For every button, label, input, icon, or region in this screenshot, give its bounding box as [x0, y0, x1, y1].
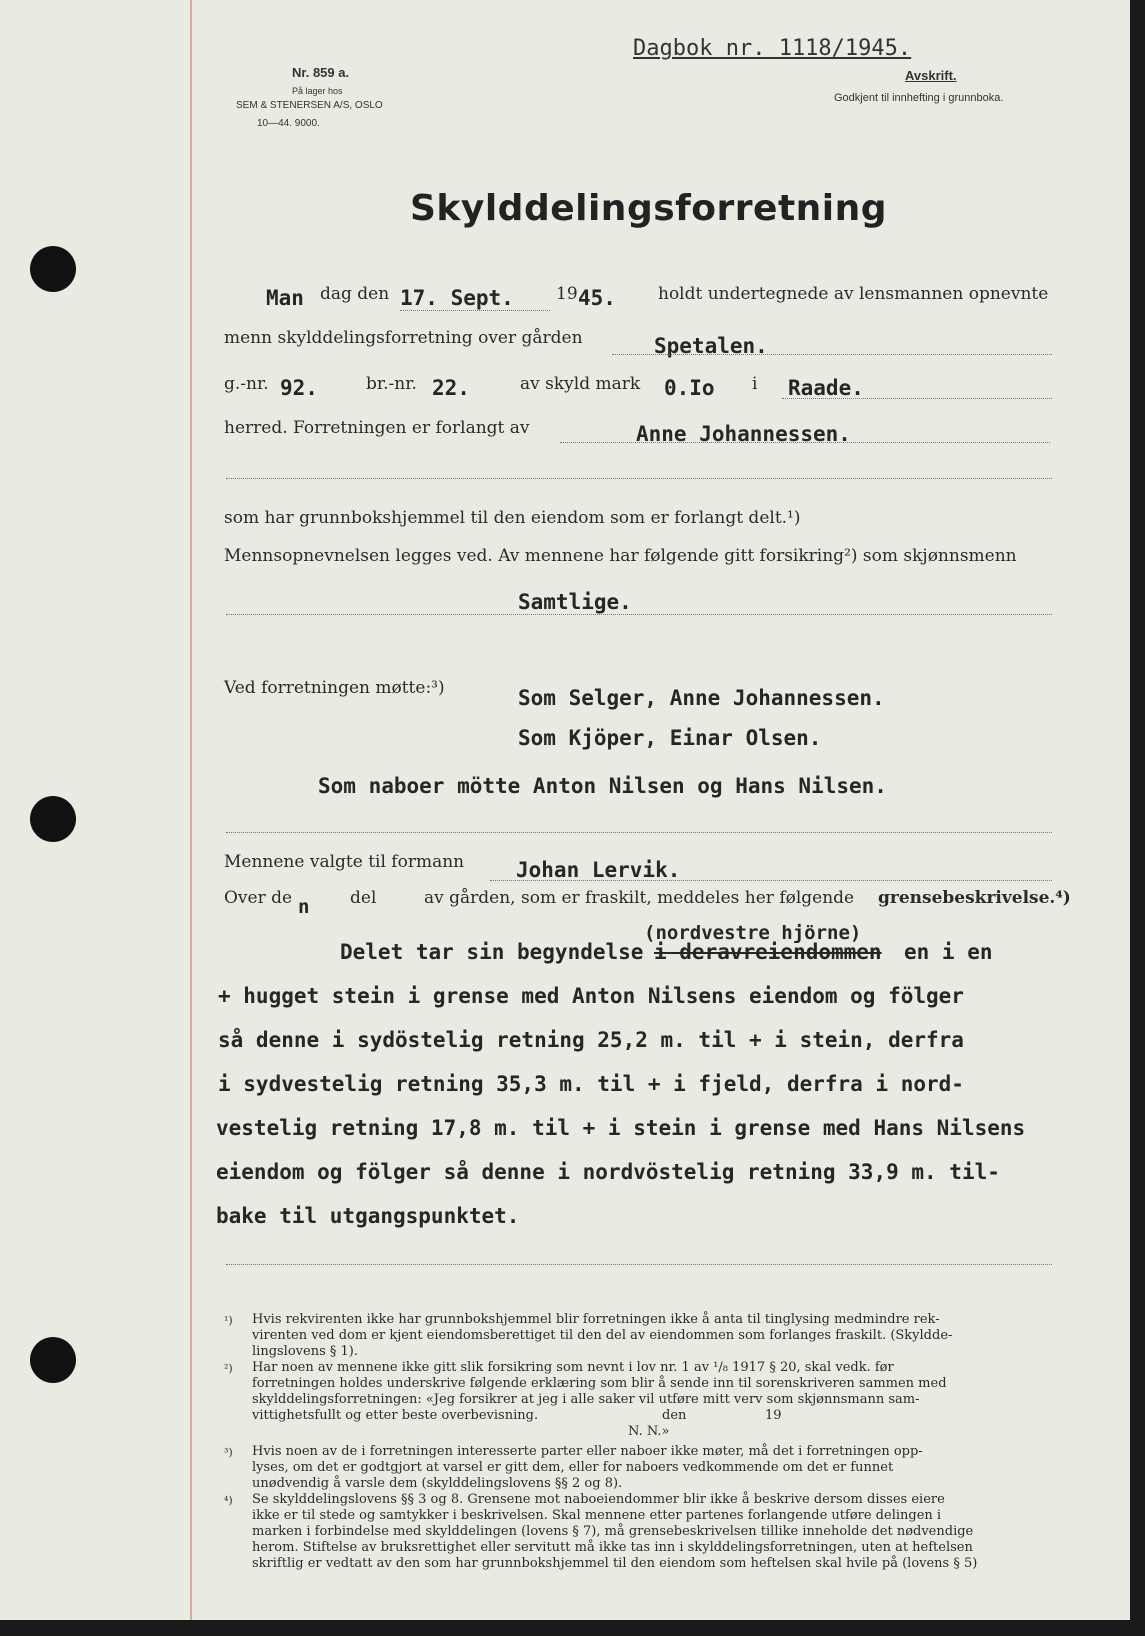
buyer-typed: Som Kjöper, Einar Olsen. — [518, 726, 822, 750]
year-prefix: 19 — [556, 284, 578, 304]
footnote-4-line: marken i forbindelse med skylddelingen (lovens § 7), må grensebeskrivelsen tillike inneholde det nødvendige — [252, 1524, 974, 1539]
line2-printed: menn skylddelingsforretning over gården — [224, 328, 583, 348]
dagbok-number: Dagbok nr. 1118/1945. — [633, 36, 912, 61]
dotline — [400, 310, 550, 311]
footnote-2-number: ²) — [224, 1362, 233, 1375]
footnote-2-line: vittighetsfullt og etter beste overbevisning. den 19 — [252, 1408, 782, 1423]
desc-line1-b: en i en — [904, 940, 993, 964]
neighbours-typed: Som naboer mötte Anton Nilsen og Hans Nilsen. — [318, 774, 887, 798]
dotline — [226, 614, 1052, 615]
punch-hole-middle — [30, 796, 76, 842]
footnote-1-line: virenten ved dom er kjent eiendomsberettiget til den del av eiendommen som forlanges fraskilt. (Skyldde- — [252, 1328, 953, 1343]
publisher-line-2: SEM & STENERSEN A/S, OSLO — [236, 100, 383, 111]
footnote-2-line: N. N.» — [252, 1424, 670, 1439]
form-number: Nr. 859 a. — [292, 65, 350, 80]
publisher-line-1: På lager hos — [292, 86, 343, 96]
desc-line1-struck: i deravreiendommen — [654, 940, 882, 964]
footnote-4-number: ⁴) — [224, 1494, 233, 1507]
footnote-3-line: Hvis noen av de i forretningen interesserte parter eller naboer ikke møter, må det i forretningen opp- — [252, 1444, 923, 1459]
godkjent-note: Godkjent til innhefting i grunnboka. — [834, 92, 1004, 104]
footnote-4-line: skriftlig er vedtatt av den som har grunnbokshjemmel til den eiendom som heftelsen skal hvile på (lovens § 5) — [252, 1556, 978, 1571]
gnr-typed: 92. — [280, 376, 318, 400]
footnote-3-line: unødvendig å varsle dem (skylddelingslovens §§ 2 og 8). — [252, 1476, 623, 1491]
gnr-label: g.-nr. — [224, 374, 269, 394]
over-label: Over de — [224, 888, 293, 908]
footnote-1-number: ¹) — [224, 1314, 233, 1327]
motte-label: Ved forretningen møtte:³) — [224, 678, 445, 698]
requester-typed: Anne Johannessen. — [636, 422, 851, 446]
desc-line4: i sydvestelig retning 35,3 m. til + i fjeld, derfra i nord- — [218, 1072, 964, 1096]
formann-label: Mennene valgte til formann — [224, 852, 465, 872]
line1-rest: holdt undertegnede av lensmannen opnevnte — [658, 284, 1049, 304]
dotline — [560, 442, 1050, 443]
i-label: i — [752, 374, 758, 394]
line5: som har grunnbokshjemmel til den eiendom som er forlangt delt.¹) — [224, 508, 801, 528]
dotline — [612, 354, 1052, 355]
footnote-4-line: Se skylddelingslovens §§ 3 og 8. Grensene mot naboeiendommer blir ikke å beskrive dersom disses eiere — [252, 1492, 945, 1507]
date-typed: 17. Sept. — [400, 286, 514, 310]
dotline — [490, 880, 1052, 881]
footnote-4-line: herom. Stiftelse av bruksrettighet eller servitutt må ikke tas inn i skylddelingsforretningen, uten at heftelsen — [252, 1540, 973, 1555]
insert-typed: (nordvestre hjörne) — [644, 922, 862, 944]
day-typed: Man — [266, 286, 304, 310]
over-n-typed: n — [298, 896, 310, 918]
samtlige-typed: Samtlige. — [518, 590, 632, 614]
footnote-1 — [252, 1312, 952, 1360]
desc-line1-a: Delet tar sin begyndelse — [340, 940, 644, 964]
footnote-1-line: lingslovens § 1). — [252, 1344, 358, 1359]
brnr-label: br.-nr. — [366, 374, 417, 394]
document-title: Skylddelingsforretning — [410, 188, 888, 229]
brnr-typed: 22. — [432, 376, 470, 400]
line12-rest: av gården, som er fraskilt, meddeles her følgende — [424, 888, 855, 908]
year-typed: 45. — [578, 286, 616, 310]
punch-hole-top — [30, 246, 76, 292]
desc-line2: + hugget stein i grense med Anton Nilsens eiendom og fölger — [218, 984, 964, 1008]
dotline — [782, 398, 1052, 399]
margin-rule — [190, 0, 192, 1620]
avskrift-label: Avskrift. — [905, 68, 957, 83]
dag-den-label: dag den — [320, 284, 390, 304]
footnote-2-line: skylddelingsforretningen: «Jeg forsikrer at jeg i alle saker vil utføre mitt verv som skjønnsmann sam- — [252, 1392, 920, 1407]
dotline — [226, 832, 1052, 833]
desc-line3: så denne i sydöstelig retning 25,2 m. til + i stein, derfra — [218, 1028, 964, 1052]
line4-printed: herred. Forretningen er forlangt av — [224, 418, 530, 438]
grensebeskrivelse-label: grensebeskrivelse.⁴) — [878, 888, 1071, 908]
desc-line7: bake til utgangspunktet. — [216, 1204, 520, 1228]
farm-name-typed: Spetalen. — [654, 334, 768, 358]
footnote-3 — [252, 1444, 923, 1492]
footnote-1-line: Hvis rekvirenten ikke har grunnbokshjemmel blir forretningen ikke å anta til tinglysing medmindre rek- — [252, 1312, 940, 1327]
place-typed: Raade. — [788, 376, 864, 400]
footnote-4 — [252, 1492, 977, 1572]
print-info: 10—44. 9000. — [257, 118, 320, 129]
desc-line6: eiendom og fölger så denne i nordvöstelig retning 33,9 m. til- — [216, 1160, 1000, 1184]
desc-line5: vestelig retning 17,8 m. til + i stein i grense med Hans Nilsens — [216, 1116, 1026, 1140]
footnote-3-number: ³) — [224, 1446, 233, 1459]
dotline — [226, 1264, 1052, 1265]
dotline — [226, 478, 1052, 479]
footnote-3-line: lyses, om det er godtgjort at varsel er gitt dem, eller for naboers vedkommende om det er funnet — [252, 1460, 894, 1475]
skyld-label: av skyld mark — [520, 374, 641, 394]
punch-hole-bottom — [30, 1337, 76, 1383]
footnote-2-line: Har noen av mennene ikke gitt slik forsikring som nevnt i lov nr. 1 av ¹/₈ 1917 § 20, skal vedk. før — [252, 1360, 894, 1375]
footnote-4-line: ikke er til stede og samtykker i beskrivelsen. Skal mennene etter partenes forlangende utføre delingen i — [252, 1508, 942, 1523]
del-label: del — [350, 888, 377, 908]
footnote-2 — [252, 1360, 947, 1440]
seller-typed: Som Selger, Anne Johannessen. — [518, 686, 885, 710]
formann-typed: Johan Lervik. — [516, 858, 681, 882]
footnote-2-line: forretningen holdes underskrive følgende erklæring som blir å sende inn til sorenskriveren sammen med — [252, 1376, 947, 1391]
skyld-typed: 0.Io — [664, 376, 715, 400]
line6: Mennsopnevnelsen legges ved. Av mennene har følgende gitt forsikring²) som skjønnsmenn — [224, 546, 1017, 566]
